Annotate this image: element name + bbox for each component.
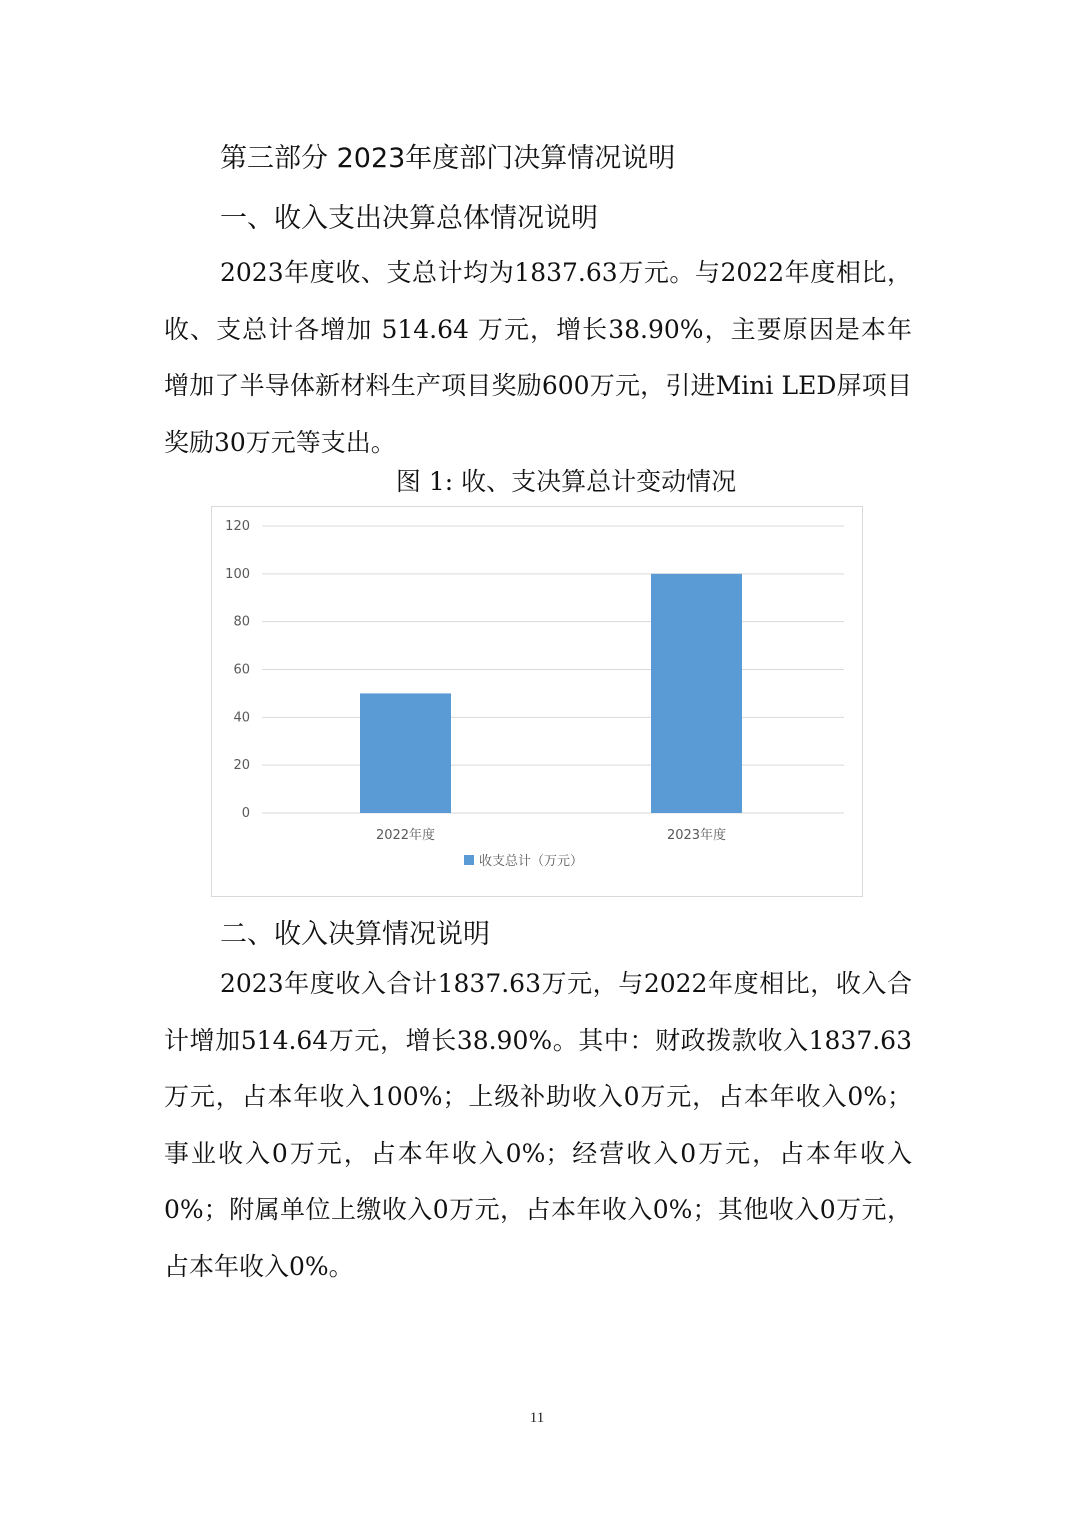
y-tick-label: 60: [233, 662, 250, 678]
y-tick-label: 120: [225, 519, 250, 534]
y-axis-ticks: [225, 519, 250, 821]
overview-paragraph: 2023年度收、支总计均为1837.63万元。与2022年度相比，收、支总计各增加 514.64 万元，增长38.90%，主要原因是本年增加了半导体新材料生产项目奖励600万元，引进Mini LED屏项目奖励30万元等支出。: [164, 258, 912, 457]
chart-canvas: [212, 507, 862, 896]
x-axis-labels: [376, 827, 726, 843]
bar-chart: [211, 506, 863, 897]
y-tick-label: 80: [233, 614, 250, 630]
chart-gridlines: [262, 526, 844, 813]
chart-bars: [360, 574, 742, 813]
income-paragraph: 2023年度收入合计1837.63万元，与2022年度相比，收入合计增加514.64万元，增长38.90%。其中：财政拨款收入1837.63万元，占本年收入100%；上级补助收入0万元，占本年收入0%；事业收入0万元，占本年收入0%；经营收入0万元，占本年收入0%；附属单位上缴收入0万元，占本年收入0%；其他收入0万元，占本年收入0%。: [164, 969, 912, 1281]
x-category-label: 2022年度: [375, 828, 436, 843]
x-category-label: 2023年度: [666, 828, 727, 843]
y-tick-label: 0: [241, 806, 250, 821]
page-number: 11: [529, 1410, 545, 1426]
y-tick-label: 100: [225, 566, 250, 582]
figure-caption: 图 1: 收、支决算总计变动情况: [395, 467, 737, 496]
legend-label: 收支总计（万元）: [479, 854, 584, 869]
y-tick-label: 20: [233, 758, 250, 774]
section-heading-overview: 一、收入支出决算总体情况说明: [220, 203, 598, 234]
chart-legend: [464, 853, 583, 869]
section-heading-income: 二、收入决算情况说明: [220, 919, 490, 950]
bar-2023年度: [651, 574, 742, 813]
y-tick-label: 40: [233, 710, 250, 726]
bar-2022年度: [360, 693, 451, 813]
part-title: 第三部分 2023年度部门决算情况说明: [220, 143, 676, 174]
legend-swatch: [464, 855, 474, 865]
